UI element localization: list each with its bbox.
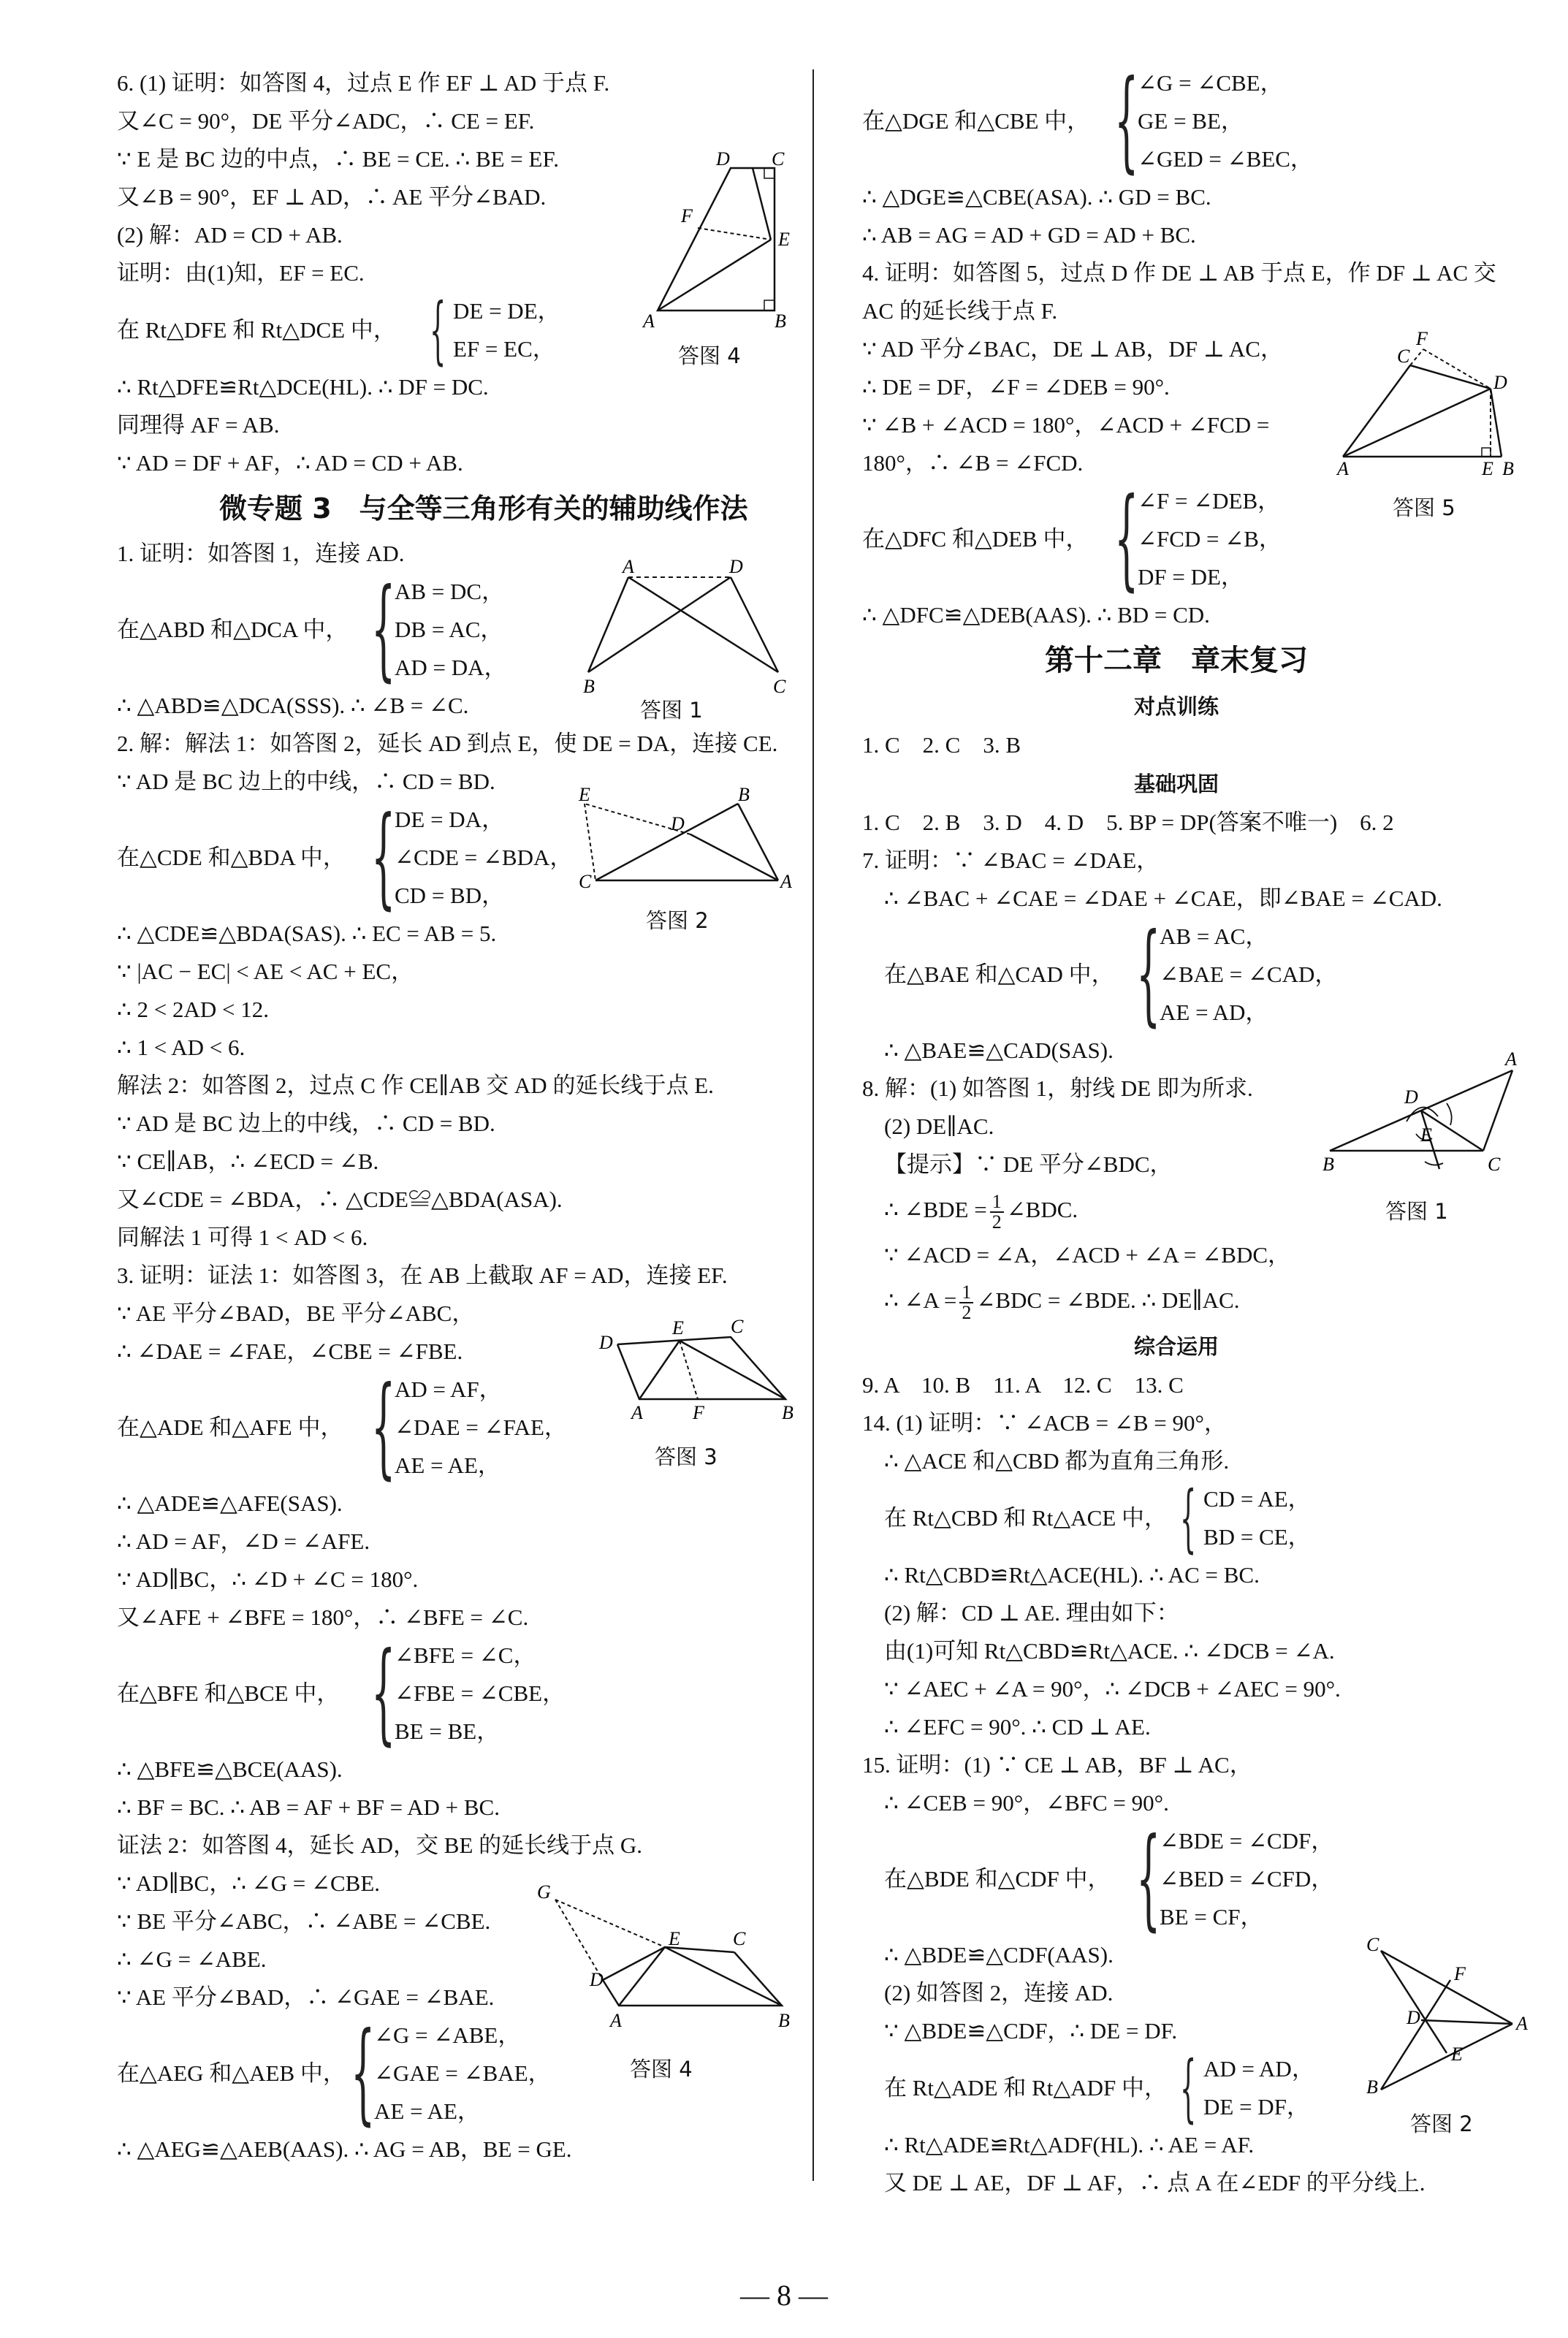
p2-line11: 同解法 1 可得 1 < AD < 6. <box>117 1225 368 1250</box>
p3-line8: ∴ △BFE≌△BCE(AAS). <box>117 1756 343 1782</box>
figure-q6-svg <box>643 146 790 332</box>
figure-q6 <box>643 146 790 332</box>
svg-text:C: C <box>733 1928 746 1949</box>
p4-line1: 4. 证明：如答图 5，过点 D 作 DE ⊥ AB 于点 E，作 DF ⊥ AC 交 <box>862 260 1496 286</box>
figure-q15 <box>1366 1934 1528 2098</box>
q15-line1: 15. 证明：(1) ∵ CE ⊥ AB，BF ⊥ AC， <box>862 1752 1252 1778</box>
q8-line1: 8. 解：(1) 如答图 1，射线 DE 即为所求. <box>862 1075 1253 1101</box>
p3-line5: ∴ AD = AF，∠D = ∠AFE. <box>117 1528 370 1554</box>
svg-text:G: G <box>537 1881 551 1903</box>
p3-system1: 在△ADE 和△AFE 中， { AD = AF， ∠DAE = ∠FAE， AE = AE， <box>117 1363 567 1490</box>
p2-line5: ∴ 2 < 2AD < 12. <box>117 997 269 1022</box>
p2-line10: 又∠CDE = ∠BDA，∴ △CDE≌△BDA(ASA). <box>117 1187 563 1212</box>
figure-p3 <box>599 1316 796 1423</box>
p2-line3: ∴ △CDE≌△BDA(SAS). ∴ EC = AB = 5. <box>117 921 497 946</box>
answers-2: 1. C 2. B 3. D 4. D 5. BP = DP(答案不唯一) 6. 2 <box>862 810 1394 835</box>
p2-line9: ∵ CE∥AB，∴ ∠ECD = ∠B. <box>117 1149 379 1174</box>
q7-line1: 7. 证明：∵ ∠BAC = ∠DAE， <box>862 848 1160 873</box>
svg-text:A: A <box>631 1402 643 1423</box>
p4-line2: AC 的延长线于点 F. <box>862 298 1058 324</box>
p2-line6: ∴ 1 < AD < 6. <box>117 1035 246 1060</box>
q6-system: 在 Rt△DFE 和 Rt△DCE 中， { DE = DE， EF = EC， <box>117 287 560 373</box>
svg-text:E: E <box>669 1928 680 1949</box>
q6-line8: 同理得 AF = AB. <box>117 412 280 438</box>
section-title-2: 基础巩固 <box>1133 772 1219 796</box>
p3-line13: ∴ ∠G = ∠ABE. <box>117 1946 267 1972</box>
svg-text:D: D <box>729 556 743 577</box>
svg-text:D: D <box>1407 2007 1420 2028</box>
q8-line6: ∴ ∠A = $\frac{1}{2}$ ∠BDC = ∠BDE. ∴ DE∥AC. <box>884 1281 1240 1323</box>
svg-text:C: C <box>731 1316 744 1337</box>
svg-text:E: E <box>1420 1124 1432 1146</box>
p1-line2: ∴ △ABD≌△DCA(SSS). ∴ ∠B = ∠C. <box>117 693 469 718</box>
q6-line1: 6. (1) 证明：如答图 4，过点 E 作 EF ⊥ AD 于点 F. <box>117 70 610 96</box>
label-A: A <box>643 311 655 332</box>
svg-text:F: F <box>1416 328 1428 349</box>
label-E: E <box>778 229 790 250</box>
q14-line3: ∴ Rt△CBD≌Rt△ACE(HL). ∴ AC = BC. <box>884 1562 1260 1588</box>
p3-line6: ∵ AD∥BC，∴ ∠D + ∠C = 180°. <box>117 1566 419 1592</box>
answers-1: 1. C 2. C 3. B <box>862 732 1021 758</box>
q15-line5: ∵ △BDE≌△CDF，∴ DE = DF. <box>884 2018 1178 2044</box>
caption-q15: 答图 2 <box>1410 2112 1473 2136</box>
svg-text:C: C <box>773 676 786 697</box>
p2-line7: 解法 2：如答图 2，过点 C 作 CE∥AB 交 AD 的延长线于点 E. <box>117 1073 714 1098</box>
svg-text:D: D <box>1493 372 1507 393</box>
svg-text:B: B <box>738 784 750 805</box>
svg-text:F: F <box>693 1402 704 1423</box>
q8-line2: (2) DE∥AC. <box>884 1113 994 1139</box>
q14-line7: ∴ ∠EFC = 90°. ∴ CD ⊥ AE. <box>884 1714 1151 1740</box>
q6-line3: ∵ E 是 BC 边的中点，∴ BE = CE. ∴ BE = EF. <box>117 146 559 172</box>
left-column <box>117 64 778 2168</box>
q15-system1: 在△BDE 和△CDF 中， { ∠BDE = ∠CDF， ∠BED = ∠CFD， BE = CF， <box>884 1815 1334 1942</box>
p3-line10: 证法 2：如答图 4，延长 AD，交 BE 的延长线于点 G. <box>117 1832 643 1858</box>
label-F: F <box>681 205 693 226</box>
page-number: — 8 — <box>740 2279 828 2312</box>
p3-line15: ∴ △AEG≌△AEB(AAS). ∴ AG = AB，BE = GE. <box>117 2136 572 2162</box>
svg-text:A: A <box>623 556 634 577</box>
svg-text:E: E <box>579 784 590 805</box>
label-C: C <box>772 148 785 170</box>
caption-q6: 答图 4 <box>678 343 741 368</box>
p3-line4: ∴ △ADE≌△AFE(SAS). <box>117 1490 343 1516</box>
q14-line1: 14. (1) 证明：∵ ∠ACB = ∠B = 90°， <box>862 1410 1227 1436</box>
label-B: B <box>775 311 786 332</box>
p3-line12: ∵ BE 平分∠ABC，∴ ∠ABE = ∠CBE. <box>117 1908 491 1934</box>
q6-line7: ∴ Rt△DFE≌Rt△DCE(HL). ∴ DF = DC. <box>117 374 489 400</box>
caption-p1: 答图 1 <box>640 698 703 723</box>
q15-line3: ∴ △BDE≌△CDF(AAS). <box>884 1942 1114 1968</box>
p2-line8: ∵ AD 是 BC 边上的中线，∴ CD = BD. <box>117 1111 495 1136</box>
svg-text:A: A <box>1505 1048 1517 1070</box>
q14-line4: (2) 解：CD ⊥ AE. 理由如下： <box>884 1600 1179 1626</box>
svg-text:C: C <box>1366 1934 1379 1955</box>
figure-p4 <box>1337 329 1512 479</box>
fraction-half: $\frac{1}{2}$ <box>990 1192 1004 1232</box>
p3-line9: ∴ BF = BC. ∴ AB = AF + BF = AD + BC. <box>117 1794 500 1820</box>
caption-p4: 答图 5 <box>1393 495 1455 520</box>
svg-text:B: B <box>1366 2076 1378 2098</box>
q15-system2: 在 Rt△ADE 和 Rt△ADF 中， { AD = AD， DE = DF， <box>884 2045 1314 2131</box>
p4-system: 在△DFC 和△DEB 中， { ∠F = ∠DEB， ∠FCD = ∠B， DF = DE， <box>862 475 1282 602</box>
fraction-half-2: $\frac{1}{2}$ <box>959 1283 973 1322</box>
p1-line1: 1. 证明：如答图 1，连接 AD. <box>117 541 405 566</box>
p2-line4: ∵ |AC − EC| < AE < AC + EC， <box>117 959 414 984</box>
section-title-1: 对点训练 <box>1133 694 1219 719</box>
column-divider <box>812 69 814 2181</box>
svg-text:D: D <box>590 1969 604 1990</box>
p4-line7: ∴ △DFC≌△DEB(AAS). ∴ BD = CD. <box>862 602 1210 628</box>
q6-line6: 证明：由(1)知，EF = EC. <box>117 260 365 286</box>
q7-line2: ∴ ∠BAC + ∠CAE = ∠DAE + ∠CAE，即∠BAE = ∠CAD. <box>884 886 1442 911</box>
p3-line2: ∵ AE 平分∠BAD，BE 平分∠ABC， <box>117 1301 475 1326</box>
figure-p3-2 <box>537 1881 790 2031</box>
p3-line1: 3. 证明：证法 1：如答图 3，在 AB 上截取 AF = AD，连接 EF. <box>117 1263 728 1288</box>
svg-text:E: E <box>1482 458 1493 479</box>
p3-line3: ∴ ∠DAE = ∠FAE，∠CBE = ∠FBE. <box>117 1339 463 1364</box>
svg-text:D: D <box>599 1332 613 1353</box>
caption-p3-2: 答图 4 <box>630 2057 693 2082</box>
p3cont-line2: ∴ AB = AG = AD + GD = AD + BC. <box>862 222 1196 248</box>
p3cont-line1: ∴ △DGE≌△CBE(ASA). ∴ GD = BC. <box>862 184 1211 210</box>
p2-line2: ∵ AD 是 BC 边上的中线，∴ CD = BD. <box>117 769 495 794</box>
p3-system2: 在△BFE 和△BCE 中， { ∠BFE = ∠C， ∠FBE = ∠CBE， BE = BE， <box>117 1629 566 1756</box>
caption-p2: 答图 2 <box>646 908 709 933</box>
svg-text:A: A <box>1516 2013 1528 2034</box>
svg-text:A: A <box>1337 458 1349 479</box>
svg-text:C: C <box>1397 346 1410 367</box>
p3cont-system: 在△DGE 和△CBE 中， { ∠G = ∠CBE， GE = BE， ∠GED = ∠BEC， <box>862 57 1313 184</box>
svg-text:B: B <box>778 2010 790 2031</box>
svg-text:D: D <box>1404 1086 1418 1108</box>
section-title-3: 综合运用 <box>1133 1334 1219 1359</box>
svg-text:B: B <box>1322 1154 1334 1175</box>
q7-system: 在△BAE 和△CAD 中， { AB = AC， ∠BAE = ∠CAD， AE = AD， <box>884 910 1338 1037</box>
figure-p2 <box>579 784 792 902</box>
q14-system: 在 Rt△CBD 和 Rt△ACE 中， { CD = AE， BD = CE， <box>884 1475 1311 1561</box>
p3-system3: 在△AEG 和△AEB 中， { ∠G = ∠ABE， ∠GAE = ∠BAE， AE = AE， <box>117 2009 551 2136</box>
svg-text:D: D <box>671 813 685 834</box>
svg-text:F: F <box>1454 1963 1466 1984</box>
q14-line6: ∵ ∠AEC + ∠A = 90°，∴ ∠DCB + ∠AEC = 90°. <box>884 1676 1341 1702</box>
q15-line4: (2) 如答图 2，连接 AD. <box>884 1980 1114 2006</box>
q6-line2: 又∠C = 90°，DE 平分∠ADC，∴ CE = EF. <box>117 108 535 134</box>
svg-text:B: B <box>782 1402 793 1423</box>
svg-text:B: B <box>583 676 595 697</box>
q15-line6: ∴ Rt△ADE≌Rt△ADF(HL). ∴ AE = AF. <box>884 2132 1255 2158</box>
answers-3: 9. A 10. B 11. A 12. C 13. C <box>862 1372 1184 1398</box>
q6-line9: ∵ AD = DF + AF，∴ AD = CD + AB. <box>117 450 463 476</box>
p3-line11: ∵ AD∥BC，∴ ∠G = ∠CBE. <box>117 1870 381 1896</box>
q15-line7: 又 DE ⊥ AE，DF ⊥ AF，∴ 点 A 在∠EDF 的平分线上. <box>884 2170 1426 2196</box>
p2-system: 在△CDE 和△BDA 中， { DE = DA， ∠CDE = ∠BDA， CD = BD， <box>117 793 573 921</box>
svg-text:E: E <box>672 1317 684 1339</box>
caption-p3: 答图 3 <box>655 1444 718 1469</box>
q6-line4: 又∠B = 90°，EF ⊥ AD，∴ AE 平分∠BAD. <box>117 184 547 210</box>
p2-line1: 2. 解：解法 1：如答图 2，延长 AD 到点 E，使 DE = DA，连接 CE. <box>117 731 778 756</box>
label-D: D <box>716 148 730 170</box>
q8-line3: 【提示】∵ DE 平分∠BDC， <box>884 1151 1173 1177</box>
p4-line4: ∴ DE = DF，∠F = ∠DEB = 90°. <box>862 374 1170 400</box>
svg-text:A: A <box>610 2010 622 2031</box>
svg-text:C: C <box>579 871 592 892</box>
p4-line6: 180°，∴ ∠B = ∠FCD. <box>862 450 1084 476</box>
topic-title: 微专题 3 与全等三角形有关的辅助线作法 <box>219 492 748 525</box>
q8-line5: ∵ ∠ACD = ∠A，∠ACD + ∠A = ∠BDC， <box>884 1242 1291 1268</box>
p3-line7: 又∠AFE + ∠BFE = 180°，∴ ∠BFE = ∠C. <box>117 1604 529 1630</box>
svg-text:E: E <box>1451 2044 1463 2065</box>
svg-text:C: C <box>1488 1154 1501 1175</box>
q7-line3: ∴ △BAE≌△CAD(SAS). <box>884 1037 1114 1063</box>
chapter-title: 第十二章 章末复习 <box>1045 644 1308 677</box>
q14-line5: 由(1)可知 Rt△CBD≌Rt△ACE. ∴ ∠DCB = ∠A. <box>884 1638 1335 1664</box>
q15-line2: ∴ ∠CEB = 90°，∠BFC = 90°. <box>884 1790 1169 1816</box>
q6-line5: (2) 解：AD = CD + AB. <box>117 222 343 248</box>
figure-p1 <box>583 556 789 697</box>
figure-q8 <box>1322 1048 1520 1180</box>
svg-text:A: A <box>780 871 792 892</box>
q14-line2: ∴ △ACE 和△CBD 都为直角三角形. <box>884 1448 1230 1474</box>
p3-line14: ∵ AE 平分∠BAD，∴ ∠GAE = ∠BAE. <box>117 1984 495 2010</box>
svg-text:B: B <box>1502 458 1514 479</box>
p4-line3: ∵ AD 平分∠BAC，DE ⊥ AB，DF ⊥ AC， <box>862 336 1283 362</box>
p1-system: 在△ABD 和△DCA 中， { AB = DC， DB = AC， AD = DA， <box>117 566 507 693</box>
q8-line4: ∴ ∠BDE = $\frac{1}{2}$ ∠BDC. <box>884 1190 1078 1233</box>
p4-line5: ∵ ∠B + ∠ACD = 180°，∠ACD + ∠FCD = <box>862 412 1270 438</box>
caption-q8: 答图 1 <box>1385 1199 1448 1224</box>
